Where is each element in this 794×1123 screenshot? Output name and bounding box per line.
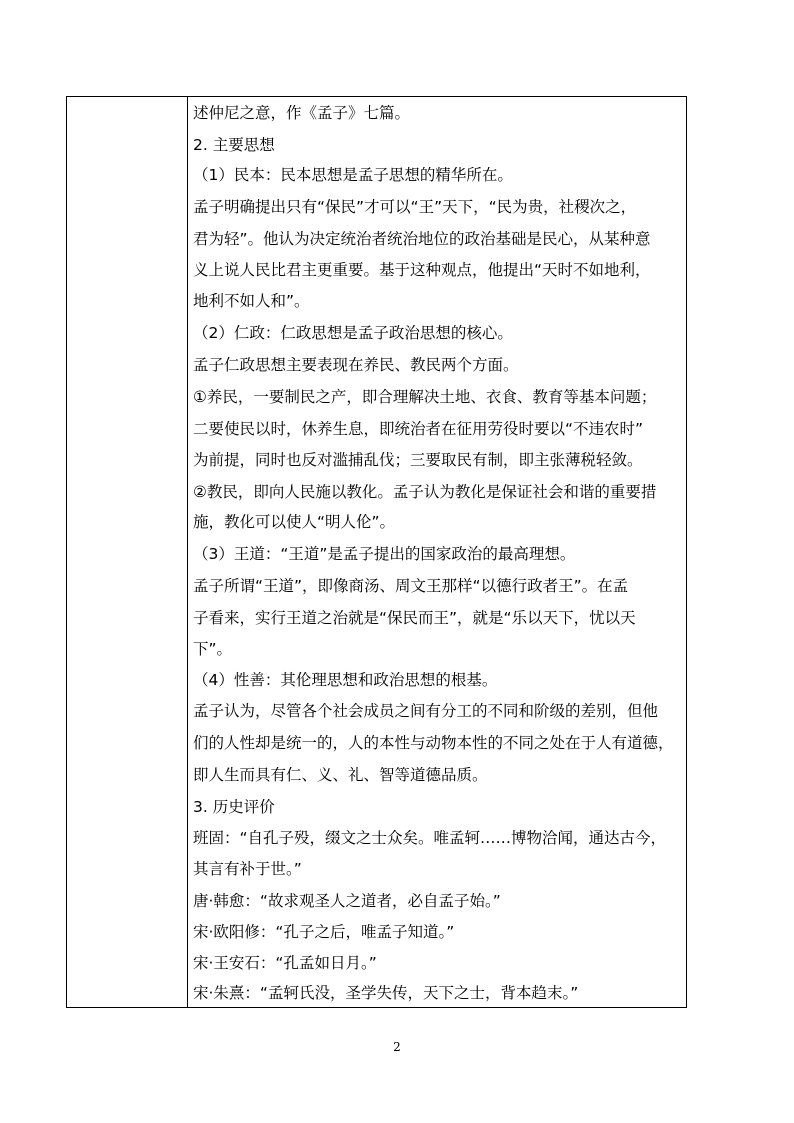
text-line: 宋·欧阳修：“孔子之后，唯孟子知道。” (193, 923, 455, 941)
content-table (66, 96, 687, 1008)
table-right-cell (188, 97, 686, 1007)
text-line: 即人生而具有仁、义、礼、智等道德品质。 (193, 766, 488, 784)
text-line: 义上说人民比君主更重要。基于这种观点，他提出“天时不如地利， (193, 261, 651, 279)
text-line: 班固：“自孔子殁，缀文之士众矣。唯孟轲……博物洽闻，通达古今， (193, 829, 667, 847)
text-line: （1）民本：民本思想是孟子思想的精华所在。 (193, 166, 513, 184)
text-line: （4）性善：其伦理思想和政治思想的根基。 (193, 671, 498, 689)
text-line: 孟子所谓“王道”，即像商汤、周文王那样“以德行政者王”。在孟 (193, 577, 629, 595)
text-line: 唐·韩愈：“故求观圣人之道者，必自孟子始。” (193, 892, 501, 910)
text-line: 孟子仁政思想主要表现在养民、教民两个方面。 (193, 356, 519, 374)
text-line: （2）仁政：仁政思想是孟子政治思想的核心。 (193, 324, 513, 342)
section-heading-historical-evaluation: 3. 历史评价 (193, 798, 275, 816)
text-line: ②教民，即向人民施以教化。孟子认为教化是保证社会和谐的重要措 (193, 483, 657, 501)
text-line: （3）王道：“王道”是孟子提出的国家政治的最高理想。 (193, 545, 576, 563)
text-line: 其言有补于世。” (193, 860, 302, 878)
text-line: 君为轻”。他认为决定统治者统治地位的政治基础是民心，从某种意 (193, 230, 651, 248)
text-line: 们的人性却是统一的，人的本性与动物本性的不同之处在于人有道德， (193, 734, 674, 752)
section-heading-main-ideas: 2. 主要思想 (193, 136, 275, 154)
page-number: 2 (393, 1040, 401, 1054)
text-line: 地利不如人和”。 (193, 292, 310, 310)
text-line: 下”。 (193, 640, 233, 658)
text-line: 孟子明确提出只有“保民”才可以“王”天下，“民为贵，社稷次之， (193, 198, 637, 216)
text-line: 宋·朱熹：“孟轲氏没，圣学失传，天下之士，背本趋末。” (193, 984, 579, 1002)
table-left-cell (67, 97, 188, 1007)
text-line: 孟子认为，尽管各个社会成员之间有分工的不同和阶级的差别，但他 (193, 702, 659, 720)
text-line: 宋·王安石：“孔孟如日月。” (193, 954, 377, 972)
text-line: 二要使民以时，休养生息，即统治者在征用劳役时要以“不违农时” (193, 420, 644, 438)
text-line: 为前提，同时也反对滥捕乱伐；三要取民有制，即主张薄税轻敛。 (193, 451, 643, 469)
text-line: 子看来，实行王道之治就是“保民而王”，就是“乐以天下，忧以天 (193, 609, 636, 627)
text-line: 施，教化可以使人“明人伦”。 (193, 513, 396, 531)
text-line: ①养民，一要制民之产，即合理解决土地、衣食、教育等基本问题； (193, 388, 657, 406)
text-line: 述仲尼之意，作《孟子》七篇。 (193, 104, 411, 122)
